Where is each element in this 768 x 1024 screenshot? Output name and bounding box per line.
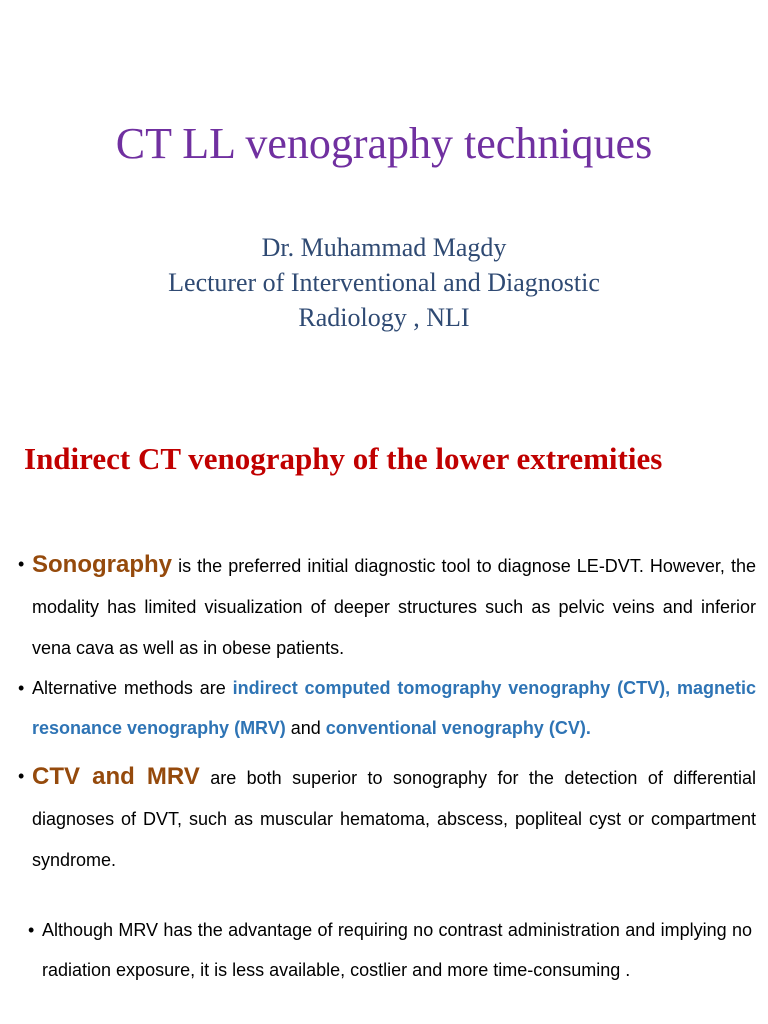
bullet-ctv-mrv xyxy=(18,756,756,881)
presenter-role-line-1: Lecturer of Interventional and Diagnostic xyxy=(168,268,600,297)
bullet-lead-word: CTV and MRV xyxy=(32,763,200,790)
presenter-name: Dr. Muhammad Magdy xyxy=(261,233,507,262)
bullet-text xyxy=(18,668,756,748)
bullet-text: Although MRV has the advantage of requiring no contrast administration and implying no radiation exposure, it is less available, costlier and more time-consuming . xyxy=(42,920,752,980)
bullet-text xyxy=(18,756,756,881)
bullet-marker: • xyxy=(18,554,25,574)
bullet-body: are both superior to sonography for the detection of differential diagnoses of DVT, such as muscular hematoma, abscess, popliteal cyst or compartment syndrome. xyxy=(32,768,756,870)
bullet-body-start: Alternative methods are xyxy=(32,678,233,698)
bullet-marker: • xyxy=(18,766,25,786)
highlight-ctv-mrv: indirect computed tomography venography (CTV), magnetic resonance venography (MRV) xyxy=(32,678,756,738)
bullet-text xyxy=(18,544,756,669)
bullet-sonography xyxy=(18,544,756,669)
content-slide xyxy=(0,400,768,1024)
bullet-mrv-advantage xyxy=(28,910,752,990)
title-slide xyxy=(0,0,768,400)
bullet-alternative-methods xyxy=(18,668,756,748)
highlight-cv: conventional venography (CV). xyxy=(325,718,591,738)
bullet-body: is the preferred initial diagnostic tool to diagnose LE-DVT. However, the modality has limited visualization of deeper structures such as pelvic veins and inferior vena cava as well as in obese patients. xyxy=(32,556,756,658)
bullet-marker: • xyxy=(28,920,35,940)
bullet-lead-word: Sonography xyxy=(32,551,173,578)
bullet-marker: • xyxy=(18,678,25,698)
bullet-body-middle: and xyxy=(285,718,326,738)
presentation-title: CT LL venography techniques xyxy=(115,119,653,168)
presenter-role-line-2: Radiology , NLI xyxy=(298,303,470,332)
slide-heading: Indirect CT venography of the lower extremities xyxy=(24,441,663,476)
presenter-info xyxy=(60,230,708,335)
